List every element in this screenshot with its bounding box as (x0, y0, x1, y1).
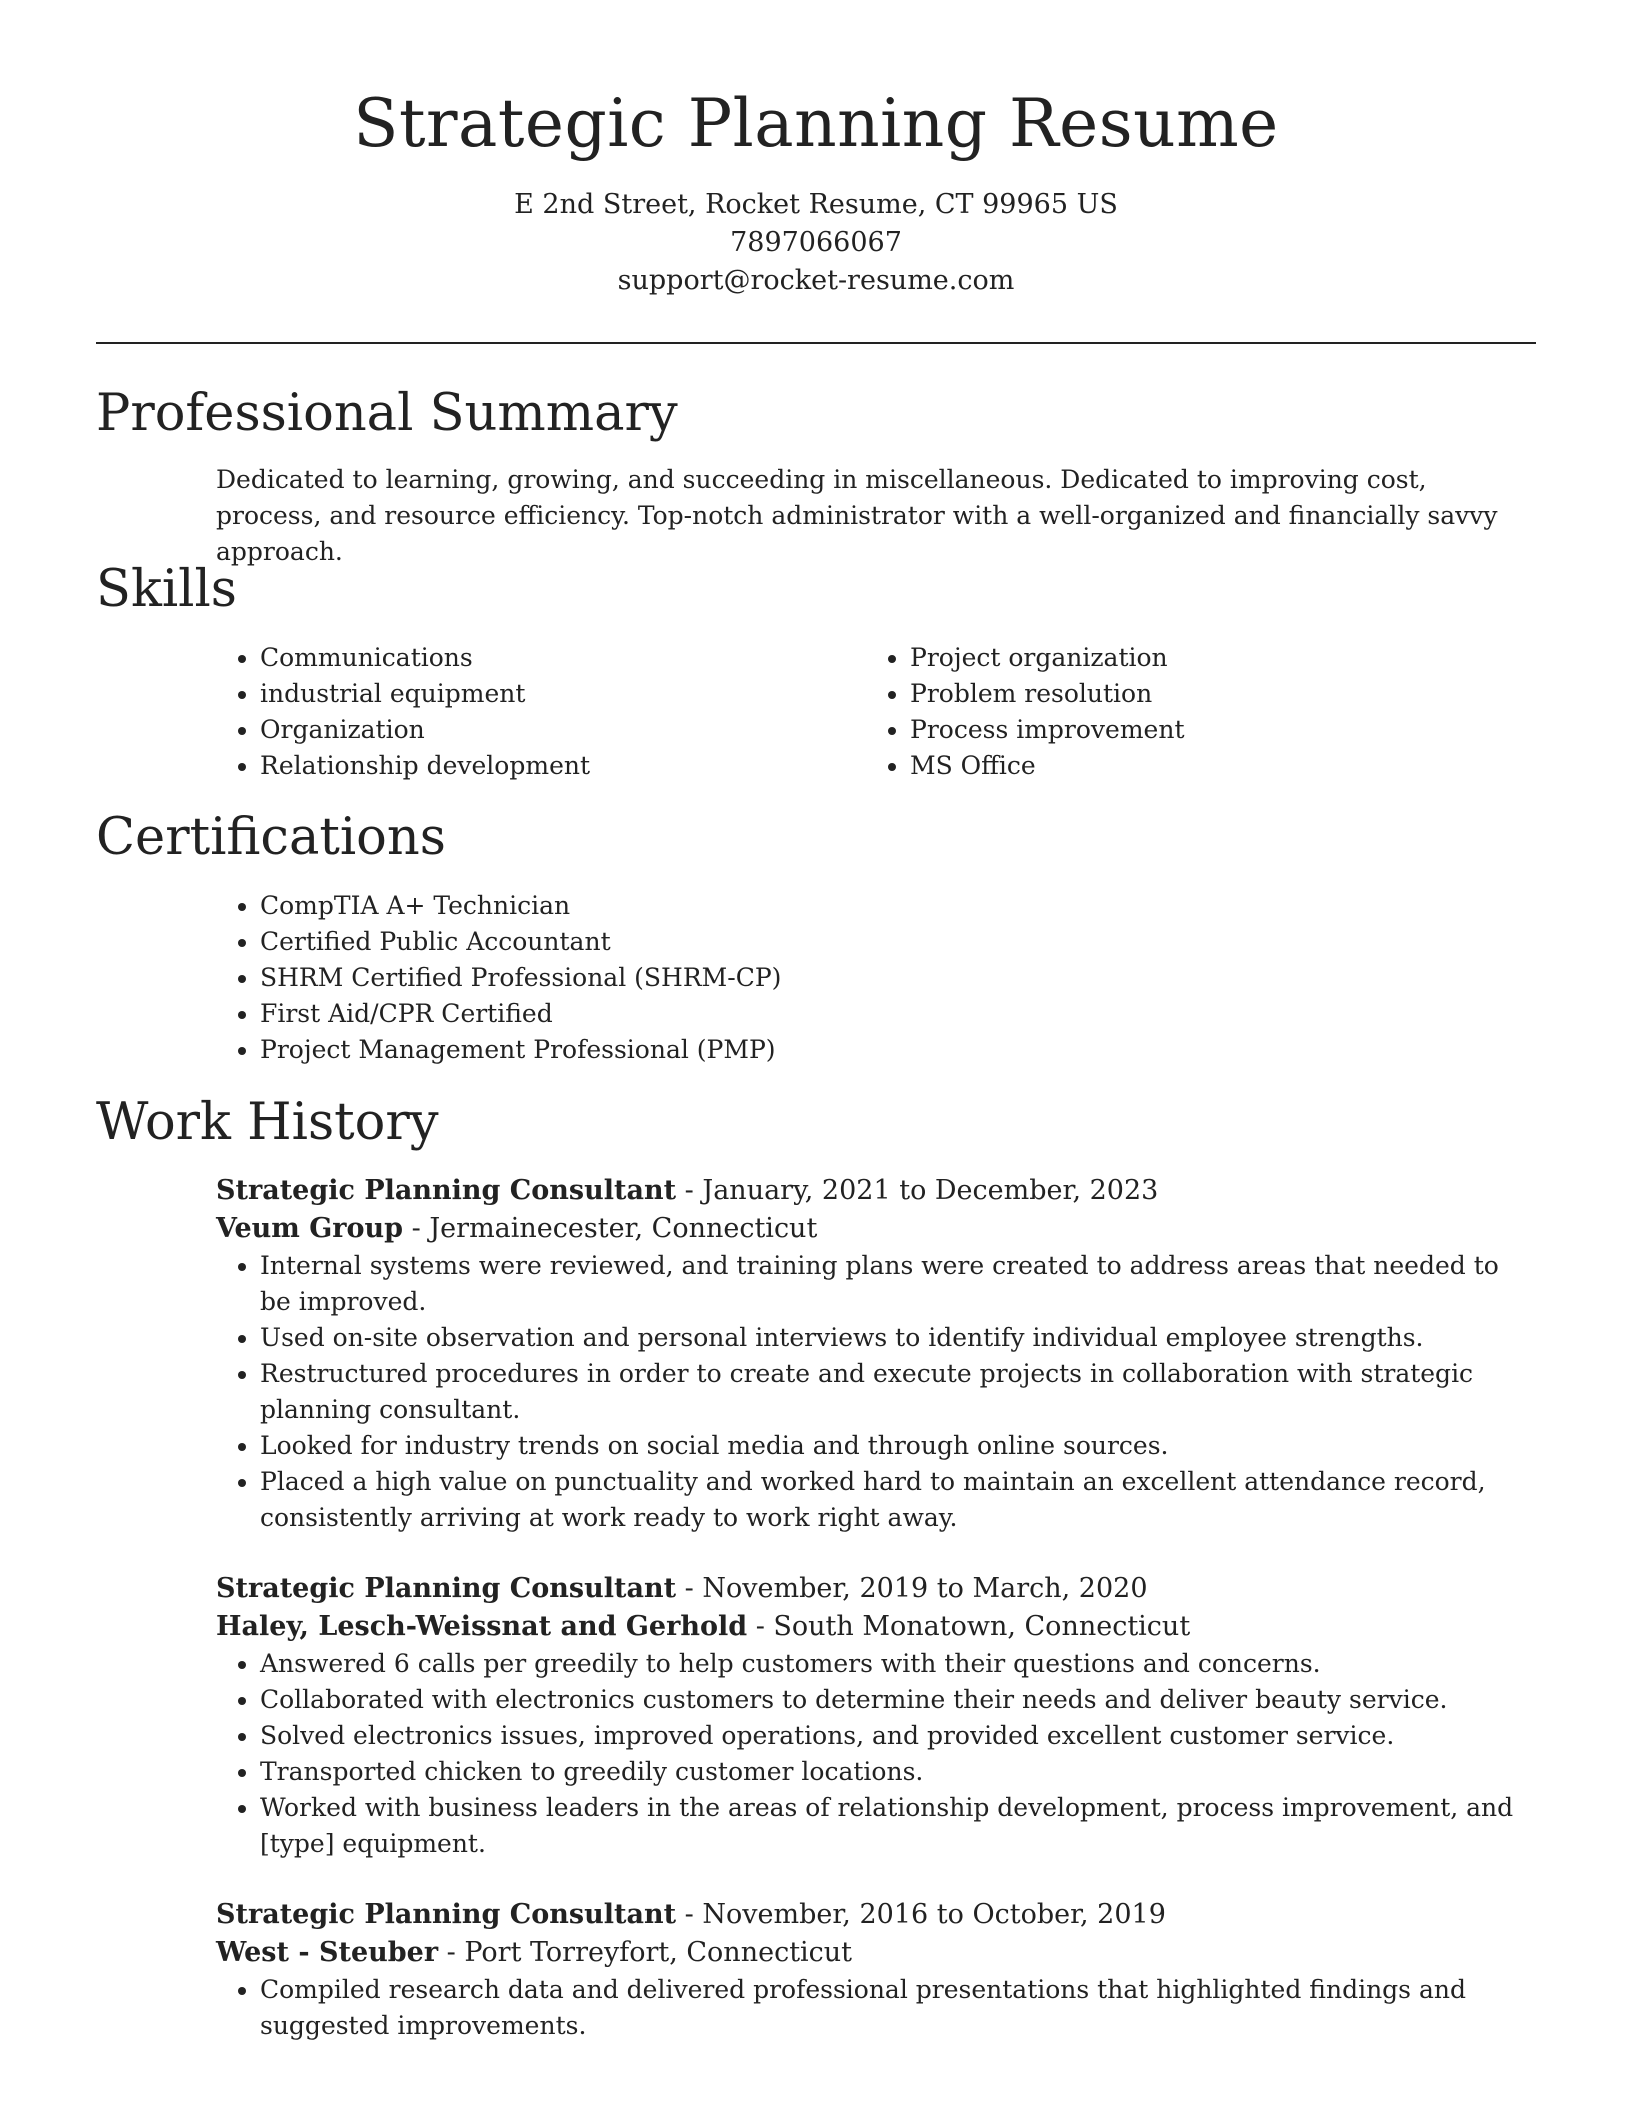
skills-heading: Skills (96, 560, 237, 619)
job-entry (216, 1172, 1516, 1536)
list-item: • Project organization (910, 640, 1516, 676)
list-item: • Answered 6 calls per greedily to help customers with their questions and concerns. (260, 1646, 1516, 1682)
list-item: • industrial equipment (260, 676, 866, 712)
list-item: • First Aid/CPR Certified (260, 996, 1516, 1032)
list-item: • Communications (260, 640, 866, 676)
job-bullets (216, 1248, 1516, 1536)
list-item: • Process improvement (910, 712, 1516, 748)
list-item: • Looked for industry trends on social media and through online sources. (260, 1428, 1516, 1464)
job-title-line (216, 1570, 1516, 1608)
list-item: • Project Management Professional (PMP) (260, 1032, 1516, 1068)
job-title-line (216, 1172, 1516, 1210)
list-item: • Collaborated with electronics customers to determine their needs and deliver beauty service. (260, 1682, 1516, 1718)
job-company: West - Steuber (216, 1937, 439, 1968)
job-location: Jermainecester, Connecticut (429, 1213, 818, 1244)
job-company: Haley, Lesch-Weissnat and Gerhold (216, 1611, 748, 1642)
job-company-line (216, 1934, 1516, 1972)
separator: - (747, 1611, 774, 1642)
job-bullets (216, 1972, 1516, 2044)
job-title-line (216, 1896, 1516, 1934)
job-role: Strategic Planning Consultant (216, 1573, 677, 1604)
list-item: • SHRM Certified Professional (SHRM-CP) (260, 960, 1516, 996)
list-item: • Placed a high value on punctuality and worked hard to maintain an excellent attendance record, consistently arriving at work ready to work right away. (260, 1464, 1516, 1536)
separator: - (676, 1175, 703, 1206)
resume-header (0, 80, 1632, 300)
job-location: South Monatown, Connecticut (773, 1611, 1191, 1642)
separator: - (438, 1937, 465, 1968)
skills-list (216, 640, 1516, 784)
certifications-list (216, 888, 1516, 1068)
list-item: • Certified Public Accountant (260, 924, 1516, 960)
job-location: Port Torreyfort, Connecticut (464, 1937, 853, 1968)
header-divider (96, 342, 1536, 344)
skills-column-left (216, 640, 866, 784)
contact-phone: 7897066067 (730, 227, 902, 258)
list-item: • Worked with business leaders in the areas of relationship development, process improvement, and [type] equipment. (260, 1790, 1516, 1862)
job-entry (216, 1896, 1516, 2044)
job-role: Strategic Planning Consultant (216, 1899, 677, 1930)
list-item: • Restructured procedures in order to create and execute projects in collaboration with strategic planning consultant. (260, 1356, 1516, 1428)
job-company-line (216, 1210, 1516, 1248)
certifications-bullets (216, 888, 1516, 1068)
list-item: • Relationship development (260, 748, 866, 784)
skills-column-right (866, 640, 1516, 784)
summary-text: Dedicated to learning, growing, and succeeding in miscellaneous. Dedicated to improving cost, process, and resource efficiency. Top-notch administrator with a well-organized and financially savvy approach. (216, 465, 1498, 566)
contact-info (0, 186, 1632, 300)
list-item: • Compiled research data and delivered professional presentations that highlighted findings and suggested improvements. (260, 1972, 1516, 2044)
job-entry (216, 1570, 1516, 1862)
separator: - (676, 1899, 703, 1930)
list-item: • Transported chicken to greedily customer locations. (260, 1754, 1516, 1790)
list-item: • Organization (260, 712, 866, 748)
job-dates: January, 2021 to December, 2023 (702, 1175, 1159, 1206)
separator: - (403, 1213, 430, 1244)
list-item: • Used on-site observation and personal interviews to identify individual employee strengths. (260, 1320, 1516, 1356)
certifications-heading: Certifications (96, 808, 446, 867)
work-history-heading: Work History (96, 1093, 439, 1152)
job-bullets (216, 1646, 1516, 1862)
list-item: • Problem resolution (910, 676, 1516, 712)
job-company-line (216, 1608, 1516, 1646)
list-item: • CompTIA A+ Technician (260, 888, 1516, 924)
summary-heading: Professional Summary (96, 384, 678, 443)
work-history-list (216, 1172, 1516, 2078)
job-company: Veum Group (216, 1213, 404, 1244)
list-item: • MS Office (910, 748, 1516, 784)
separator: - (676, 1573, 703, 1604)
resume-name: Strategic Planning Resume (353, 85, 1279, 162)
list-item: • Internal systems were reviewed, and training plans were created to address areas that needed to be improved. (260, 1248, 1516, 1320)
list-item: • Solved electronics issues, improved operations, and provided excellent customer service. (260, 1718, 1516, 1754)
contact-address: E 2nd Street, Rocket Resume, CT 99965 US (514, 189, 1118, 220)
job-dates: November, 2016 to October, 2019 (702, 1899, 1166, 1930)
job-role: Strategic Planning Consultant (216, 1175, 677, 1206)
job-dates: November, 2019 to March, 2020 (702, 1573, 1148, 1604)
contact-email: support@rocket-resume.com (617, 265, 1015, 296)
